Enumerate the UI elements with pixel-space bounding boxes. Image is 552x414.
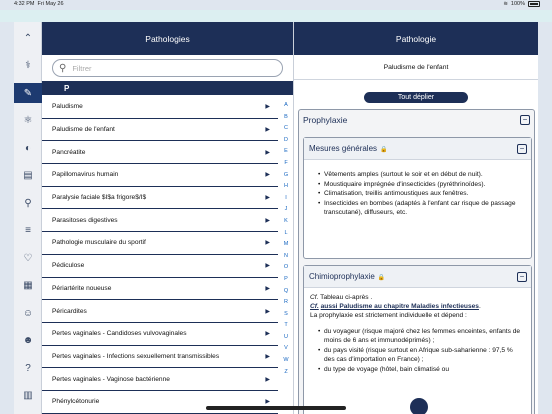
filter-input[interactable] — [72, 64, 262, 73]
magnifier-icon[interactable]: ⚲ — [24, 197, 32, 209]
alphabet-letter[interactable]: N — [284, 252, 288, 259]
pill-icon[interactable]: ◐ — [24, 142, 32, 154]
alphabet-letter[interactable]: K — [284, 217, 288, 224]
pathologies-header — [42, 22, 293, 55]
pathology-label: Paludisme de l'enfant — [52, 126, 115, 134]
expand-all-label: Tout déplier — [397, 94, 435, 101]
cf-line — [310, 293, 525, 302]
battery-icon — [528, 1, 540, 7]
alphabet-letter[interactable]: R — [284, 299, 288, 306]
alphabet-letter[interactable]: W — [283, 357, 289, 364]
lock-icon: 🔒 — [377, 275, 386, 281]
document-icon[interactable]: ▥ — [23, 390, 33, 401]
bullet-item: • du type de voyage (hôtel, bain climatisé ou — [318, 365, 525, 375]
section-letter: P — [64, 83, 70, 93]
pathology-label: Péricardites — [52, 307, 87, 315]
cf-link-line: Cf. aussi Paludisme au chapitre Maladies infectieuses. — [310, 303, 481, 311]
chevron-up-icon[interactable]: ⌃ — [23, 32, 33, 44]
sidebar — [14, 22, 42, 414]
alphabet-letter[interactable]: G — [283, 171, 289, 178]
status-bar — [0, 0, 552, 10]
mesures-card — [303, 137, 532, 259]
pathology-list-item[interactable] — [42, 368, 278, 391]
alphabet-letter[interactable]: E — [284, 148, 288, 155]
chevron-right-icon: ▶ — [265, 195, 270, 202]
prophylaxie-title: Prophylaxie — [303, 115, 348, 125]
section-letter-header — [42, 81, 293, 95]
expand-all-button[interactable] — [364, 92, 468, 103]
pathologies-title: Pathologies — [145, 33, 190, 44]
prophylaxie-header[interactable] — [299, 110, 534, 130]
mesures-list — [304, 160, 531, 224]
pathology-label: Pertes vaginales - Vaginose bactérienne — [52, 375, 170, 383]
chevron-right-icon: ▶ — [265, 285, 270, 292]
pathology-label: Parasitoses digestives — [52, 216, 118, 224]
collapse-icon[interactable]: − — [520, 115, 530, 125]
status-right — [503, 1, 540, 7]
chimio-intro: La prophylaxie est strictement individuelle et dépend : — [310, 312, 467, 320]
pathology-list-item[interactable] — [42, 300, 278, 323]
alphabet-letter[interactable]: I — [285, 194, 287, 201]
status-time — [14, 1, 64, 7]
subtitle-text: Paludisme de l'enfant — [383, 63, 449, 71]
chimio-list — [304, 321, 531, 375]
pathology-label: Pancréatite — [52, 148, 86, 156]
alphabet-letter[interactable]: C — [284, 125, 288, 132]
search-bar — [42, 55, 293, 80]
pathology-label: Paludisme — [52, 103, 83, 111]
mesures-header[interactable] — [304, 138, 531, 160]
alphabet-letter[interactable]: A — [284, 102, 288, 108]
chevron-right-icon: ▶ — [265, 399, 270, 406]
pathology-list-item[interactable] — [42, 164, 278, 187]
pathologie-title: Pathologie — [395, 33, 437, 44]
bullet-item: • Vêtements amples (surtout le soir et en début de nuit). — [318, 170, 525, 180]
table-icon[interactable]: ▦ — [23, 280, 33, 291]
search-icon: ⚲ — [59, 62, 67, 74]
chevron-right-icon: ▶ — [265, 240, 270, 247]
chevron-right-icon: ▶ — [265, 127, 270, 134]
pathology-label: Périartérite noueuse — [52, 284, 112, 292]
collapse-icon[interactable]: − — [517, 272, 527, 282]
pathology-list-item[interactable] — [42, 323, 278, 346]
home-indicator — [206, 406, 346, 410]
alphabet-letter[interactable]: S — [284, 310, 288, 317]
pathology-label: Pertes vaginales - Infections sexuellement transmissibles — [52, 352, 220, 360]
alphabet-letter[interactable]: U — [284, 333, 288, 340]
bullet-item: • Insecticides en bombes (adaptés à l'enfant car risque de passage transcutané), diffuseurs, etc. — [318, 199, 525, 218]
chevron-right-icon: ▶ — [265, 217, 270, 224]
pathology-list-item[interactable] — [42, 255, 278, 278]
time-label: 4:32 PM — [14, 1, 35, 7]
chevron-right-icon: ▶ — [265, 104, 270, 111]
alphabet-letter[interactable]: B — [284, 113, 288, 120]
alphabet-letter[interactable]: J — [284, 206, 288, 213]
alphabet-letter[interactable]: V — [284, 345, 288, 352]
syringe-icon[interactable]: ✎ — [14, 83, 42, 103]
mesures-title: Mesures générales — [309, 144, 378, 153]
chevron-right-icon: ▶ — [265, 149, 270, 156]
group-icon[interactable]: ☻ — [22, 335, 34, 346]
alphabet-letter[interactable]: Q — [283, 287, 289, 294]
battery-label: 100% — [510, 1, 525, 7]
alphabet-letter[interactable]: D — [284, 136, 288, 143]
pathology-list-item[interactable] — [42, 391, 278, 414]
pathology-label: Paralysie faciale $I$a frigore$/I$ — [52, 194, 147, 202]
pathology-list-item[interactable] — [42, 209, 278, 232]
alphabet-letter[interactable]: H — [284, 183, 288, 190]
pathology-list-item[interactable] — [42, 141, 278, 164]
bullet-item: • Climatisation, treillis antimoustiques aux fenêtres. — [318, 189, 525, 199]
pathologies-pane — [42, 22, 293, 414]
bullet-item: • du voyageur (risque majoré chez les femmes enceintes, enfants de moins de 6 ans et immunodéprimés) ; — [318, 327, 525, 346]
pathology-label: Pathologie musculaire du sportif — [52, 239, 146, 247]
cf-link-prefix: Cf. — [310, 303, 319, 311]
pathology-list-item[interactable] — [42, 119, 278, 142]
pathology-list-item[interactable] — [42, 232, 278, 255]
chimio-body — [304, 288, 531, 321]
pathology-label: Pertes vaginales - Candidoses vulvovaginales — [52, 330, 187, 338]
molecule-icon[interactable]: ⚛ — [23, 115, 33, 126]
alphabet-letter[interactable]: F — [284, 159, 288, 166]
pathology-label: Papillomavirus humain — [52, 171, 119, 179]
pathology-subtitle — [294, 55, 538, 80]
date-label: Fri May 26 — [37, 1, 64, 7]
user-icon[interactable]: ☺ — [22, 307, 34, 319]
prophylaxie-section — [298, 109, 535, 414]
alphabet-index — [280, 102, 292, 380]
pathologie-header — [294, 22, 538, 55]
pathology-list-item[interactable] — [42, 346, 278, 369]
alphabet-letter[interactable]: Z — [284, 368, 288, 375]
wifi-icon: ≋ — [503, 1, 508, 7]
chevron-right-icon: ▶ — [265, 308, 270, 315]
help-icon[interactable]: ? — [25, 362, 31, 374]
book-icon[interactable]: ▤ — [23, 170, 33, 181]
pathology-list-item[interactable] — [42, 187, 278, 210]
collapse-icon[interactable]: − — [517, 144, 527, 154]
lock-icon: 🔒 — [380, 147, 388, 153]
maladies-infectieuses-link[interactable]: aussi Paludisme au chapitre Maladies infectieuses — [320, 303, 479, 311]
alphabet-letter[interactable]: T — [284, 322, 288, 329]
top-strip — [0, 10, 552, 22]
floating-action-button[interactable] — [410, 398, 428, 414]
pathology-list — [42, 96, 278, 414]
chevron-right-icon: ▶ — [265, 263, 270, 270]
pathology-list-item[interactable] — [42, 96, 278, 119]
chimio-title: Chimioprophylaxie — [309, 272, 375, 281]
pathology-label: Phénylcétonurie — [52, 398, 100, 406]
chevron-right-icon: ▶ — [265, 172, 270, 179]
bullet-item: • Moustiquaire imprégnée d'insecticides (pyréthrinoïdes). — [318, 180, 525, 190]
list-icon[interactable]: ≡ — [25, 225, 31, 236]
pathology-list-item[interactable] — [42, 278, 278, 301]
alphabet-letter[interactable]: O — [283, 264, 289, 271]
pathology-label: Pédiculose — [52, 262, 85, 270]
stethoscope-icon[interactable]: ⚕ — [25, 60, 31, 71]
alphabet-letter[interactable]: L — [284, 229, 288, 236]
cf-text: Tableau ci-après . — [320, 294, 373, 301]
pathologie-pane — [293, 22, 538, 414]
chevron-right-icon: ▶ — [265, 331, 270, 338]
chevron-right-icon: ▶ — [265, 376, 270, 383]
alphabet-letter[interactable]: P — [284, 275, 288, 282]
cf-prefix: Cf. — [310, 294, 319, 301]
chimio-card — [303, 265, 532, 414]
chevron-right-icon: ▶ — [265, 353, 270, 360]
bullet-item: • du pays visité (risque surtout en Afrique sub-saharienne : 97,5 % des cas d'importation en France) ; — [318, 346, 525, 365]
alphabet-letter[interactable]: M — [283, 241, 289, 248]
chimio-header[interactable] — [304, 266, 531, 288]
heart-icon[interactable]: ♡ — [23, 252, 33, 264]
search-field[interactable] — [52, 59, 283, 77]
